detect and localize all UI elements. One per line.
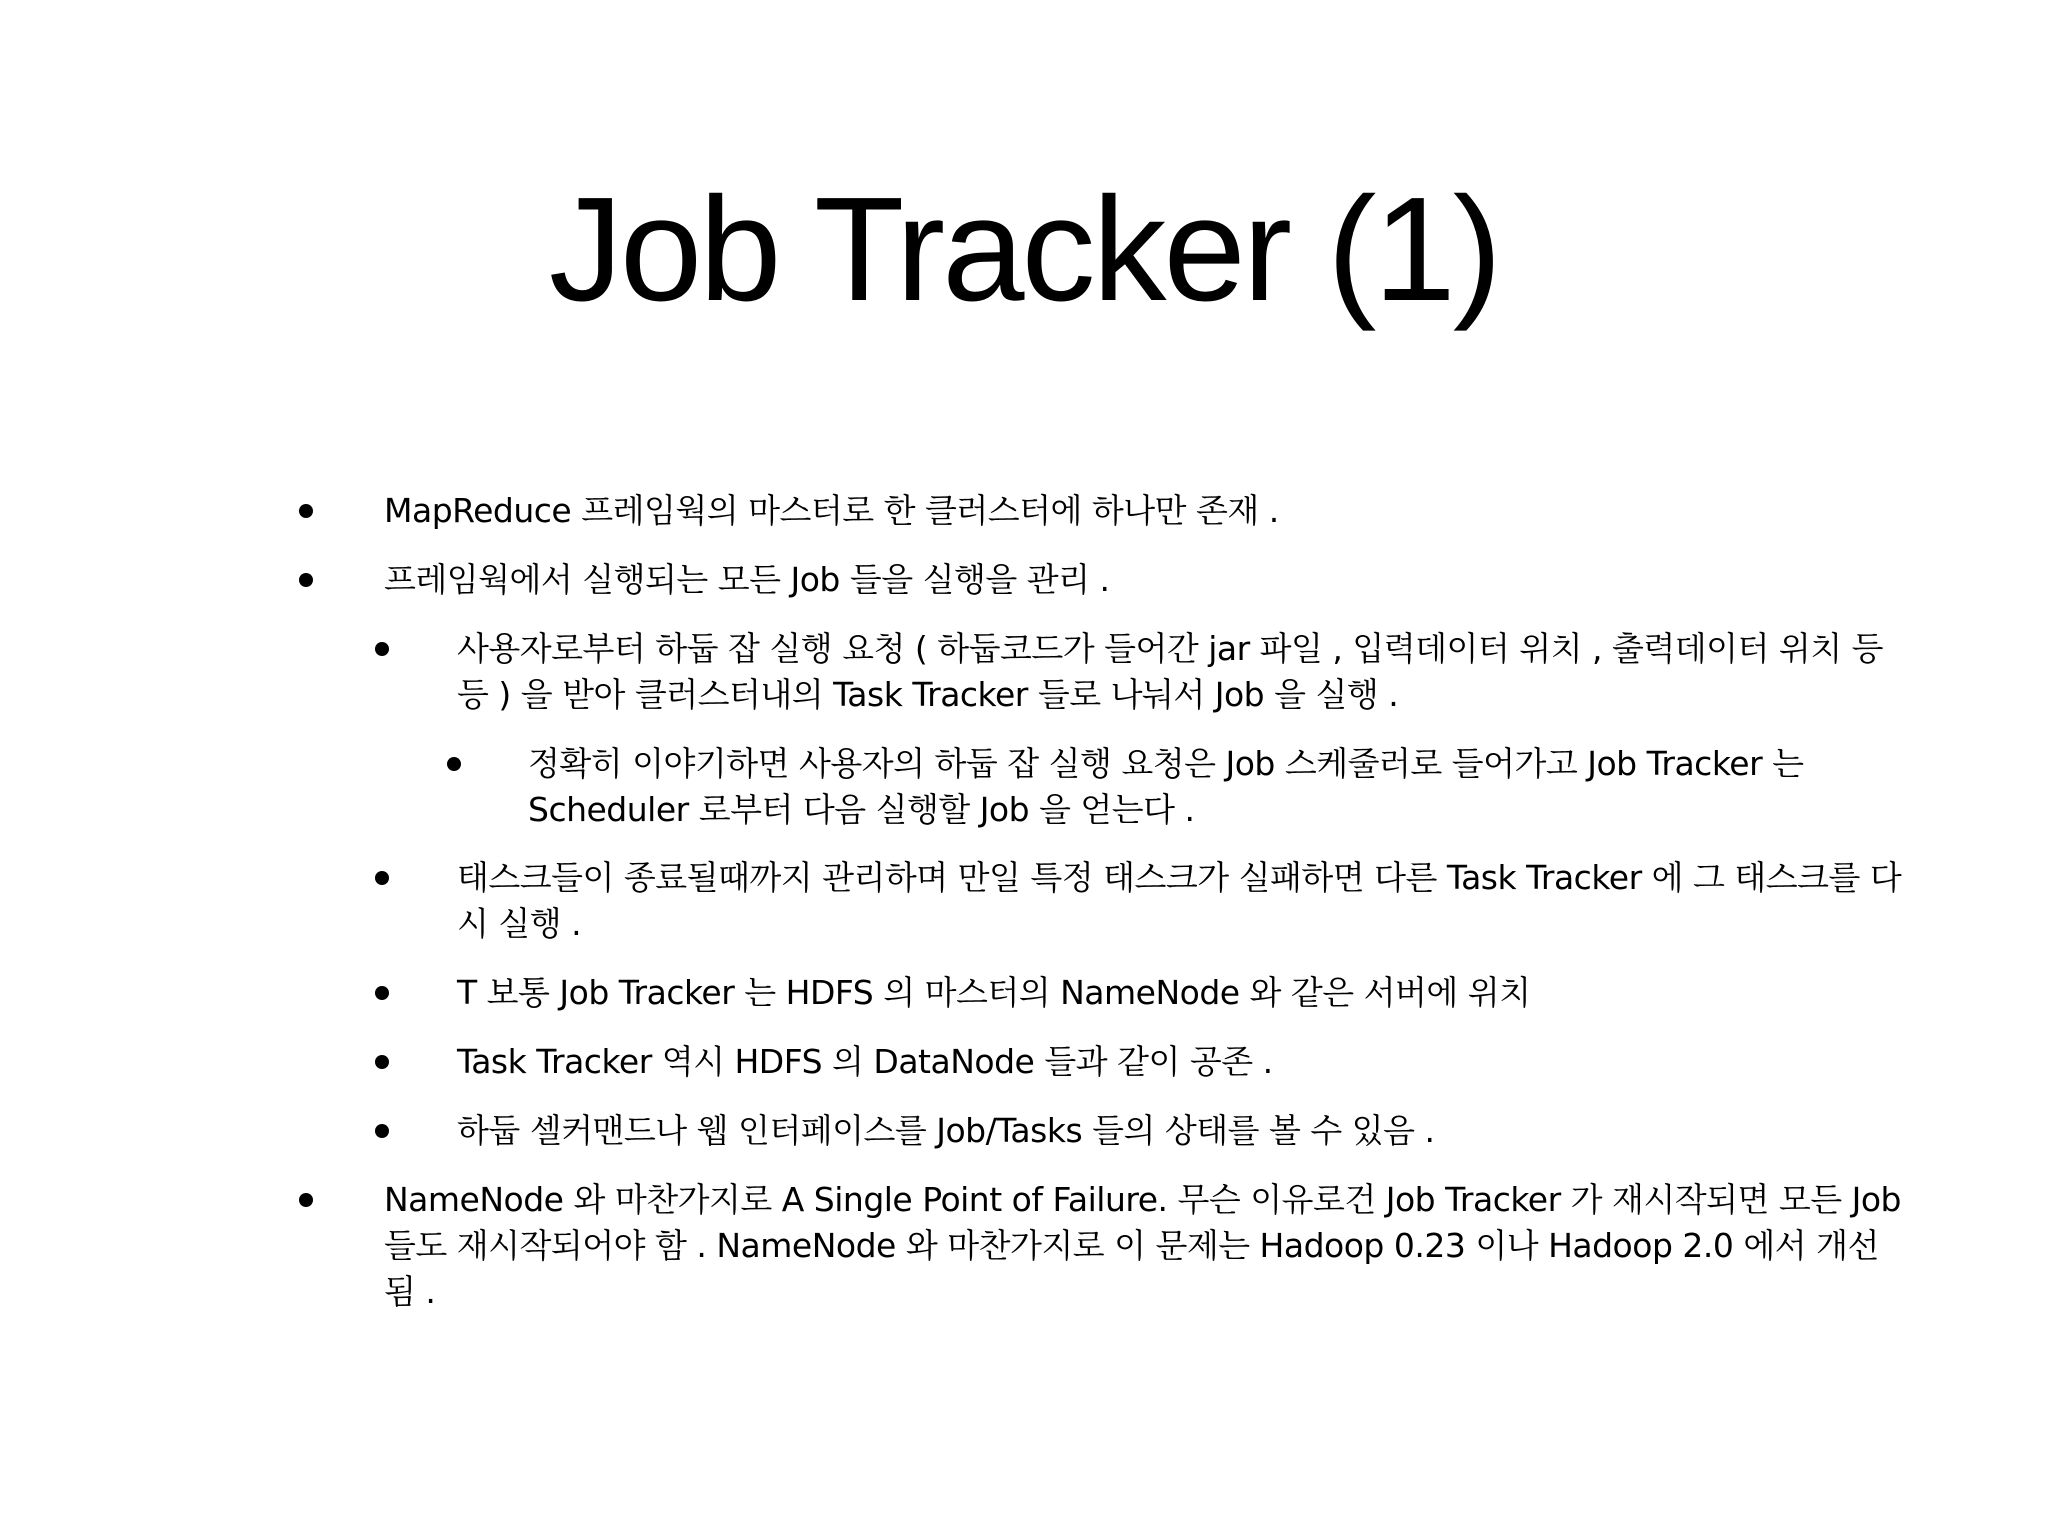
bullet-item — [457, 970, 1907, 1016]
bullet-dot-icon — [299, 504, 313, 518]
bullet-dot-icon — [447, 757, 461, 771]
bullet-text: 프레임웍에서 실행되는 모든 Job 들을 실행을 관리 . — [384, 560, 1110, 599]
bullet-dot-icon — [375, 986, 389, 1000]
bullet-dot-icon — [375, 1124, 389, 1138]
bullet-text: 하둡 셀커맨드나 웹 인터페이스를 Job/Tasks 들의 상태를 볼 수 있음 . — [457, 1111, 1435, 1150]
bullet-item — [457, 1039, 1907, 1085]
bullet-item — [528, 741, 1908, 833]
bullet-item — [384, 488, 1904, 534]
bullet-text: Task Tracker 역시 HDFS 의 DataNode 들과 같이 공존 . — [457, 1042, 1273, 1081]
bullet-dot-icon — [375, 871, 389, 885]
bullet-item — [457, 626, 1907, 718]
bullet-dot-icon — [375, 1055, 389, 1069]
bullet-text: 사용자로부터 하둡 잡 실행 요청 ( 하둡코드가 들어간 jar 파일 , 입력데이터 위치 , 출력데이터 위치 등등 ) 을 받아 클러스터내의 Task Tracker 들로 나눠서 Job 을 실행 . — [457, 629, 1884, 714]
bullet-item — [457, 1108, 1907, 1154]
bullet-item — [457, 855, 1907, 947]
bullet-text: 태스크들이 종료될때까지 관리하며 만일 특정 태스크가 실패하면 다른 Task Tracker 에 그 태스크를 다시 실행 . — [457, 858, 1902, 943]
bullet-item — [384, 557, 1904, 603]
bullet-item — [384, 1177, 1904, 1315]
bullet-dot-icon — [299, 573, 313, 587]
bullet-text: 정확히 이야기하면 사용자의 하둡 잡 실행 요청은 Job 스케줄러로 들어가고 Job Tracker 는 Scheduler 로부터 다음 실행할 Job 을 얻는다 . — [528, 744, 1804, 829]
bullet-text: T 보통 Job Tracker 는 HDFS 의 마스터의 NameNode 와 같은 서버에 위치 — [457, 973, 1531, 1012]
slide-title: Job Tracker (1) — [548, 167, 1500, 332]
bullet-dot-icon — [375, 642, 389, 656]
bullet-dot-icon — [299, 1193, 313, 1207]
bullet-text: NameNode 와 마찬가지로 A Single Point of Failure. 무슨 이유로건 Job Tracker 가 재시작되면 모든 Job 들도 재시작되어야 함 . NameNode 와 마찬가지로 이 문제는 Hadoop 0.23 이나 Hadoop 2.0 에서 개선됨 . — [384, 1180, 1902, 1311]
bullet-text: MapReduce 프레임웍의 마스터로 한 클러스터에 하나만 존재 . — [384, 491, 1279, 530]
